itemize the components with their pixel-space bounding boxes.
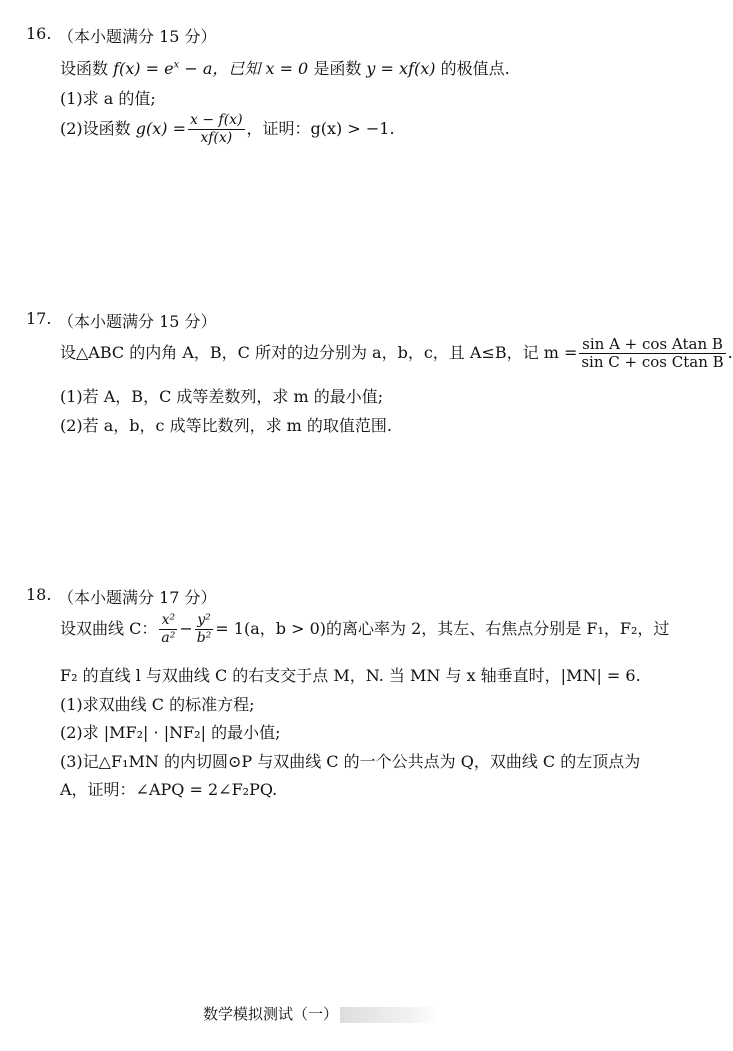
part-1: (1)求双曲线 C 的标准方程;: [60, 695, 255, 714]
part-2: (2)若 a，b，c 成等比数列，求 m 的取值范围.: [60, 416, 393, 435]
problem-intro: 设△ABC 的内角 A，B，C 所对的边分别为 a，b，c，且 A≤B，记 m = $\frac{\text{sin A + cos Atan B}}{\text{sin C + cos Ctan B}}$ .: [60, 335, 733, 371]
problem-number: 18.: [26, 585, 52, 604]
fraction: $\frac{\text{x²}}{\text{a²}}$: [161, 612, 176, 646]
fraction: $\frac{\text{y²}}{\text{b²}}$: [196, 612, 212, 646]
part-2: (2)设函数 g(x) = $\frac{x - f(x)}{xf(x)}$ ，证明：g(x) > −1.: [60, 112, 395, 146]
part-1: (1)若 A，B，C 成等差数列，求 m 的最小值;: [60, 387, 384, 406]
score-header: （本小题满分 15 分）: [58, 27, 217, 46]
part-2: (2)求 |MF₂| · |NF₂| 的最小值;: [60, 723, 281, 742]
fraction: $\frac{\text{sin A + cos Atan B}}{\text{sin C + cos Ctan B}}$: [581, 335, 724, 371]
fraction: $\frac{x - f(x)}{xf(x)}$: [190, 112, 243, 146]
problem-intro: 设双曲线 C： $\frac{\text{x²}}{\text{a²}}$ − $\frac{\text{y²}}{\text{b²}}$ = 1(a，b > 0)的离心率为 2，其左、右焦点分别是 F₁，F₂，过: [60, 612, 670, 646]
problem-number: 17.: [26, 309, 52, 328]
part-3: (3)记△F₁MN 的内切圆⊙P 与双曲线 C 的一个公共点为 Q，双曲线 C 的左顶点为: [60, 752, 641, 771]
score-header: （本小题满分 15 分）: [58, 312, 217, 331]
problem-number: 16.: [26, 24, 52, 43]
footer-title: 数学模拟测试（一）: [203, 1005, 339, 1023]
scan-smudge: [340, 1007, 440, 1023]
part-3-continued: A，证明：∠APQ = 2∠F₂PQ.: [60, 780, 278, 799]
problem-intro: 设函数 $f(x) = e^x - a$，已知 x = 0 是函数 y = xf(x) 的极值点.: [60, 59, 510, 78]
page-footer: [203, 1003, 440, 1024]
part-1: (1)求 a 的值;: [60, 89, 156, 108]
line-2: F₂ 的直线 l 与双曲线 C 的右支交于点 M，N. 当 MN 与 x 轴垂直时，|MN| = 6.: [60, 666, 641, 685]
score-header: （本小题满分 17 分）: [58, 588, 217, 607]
